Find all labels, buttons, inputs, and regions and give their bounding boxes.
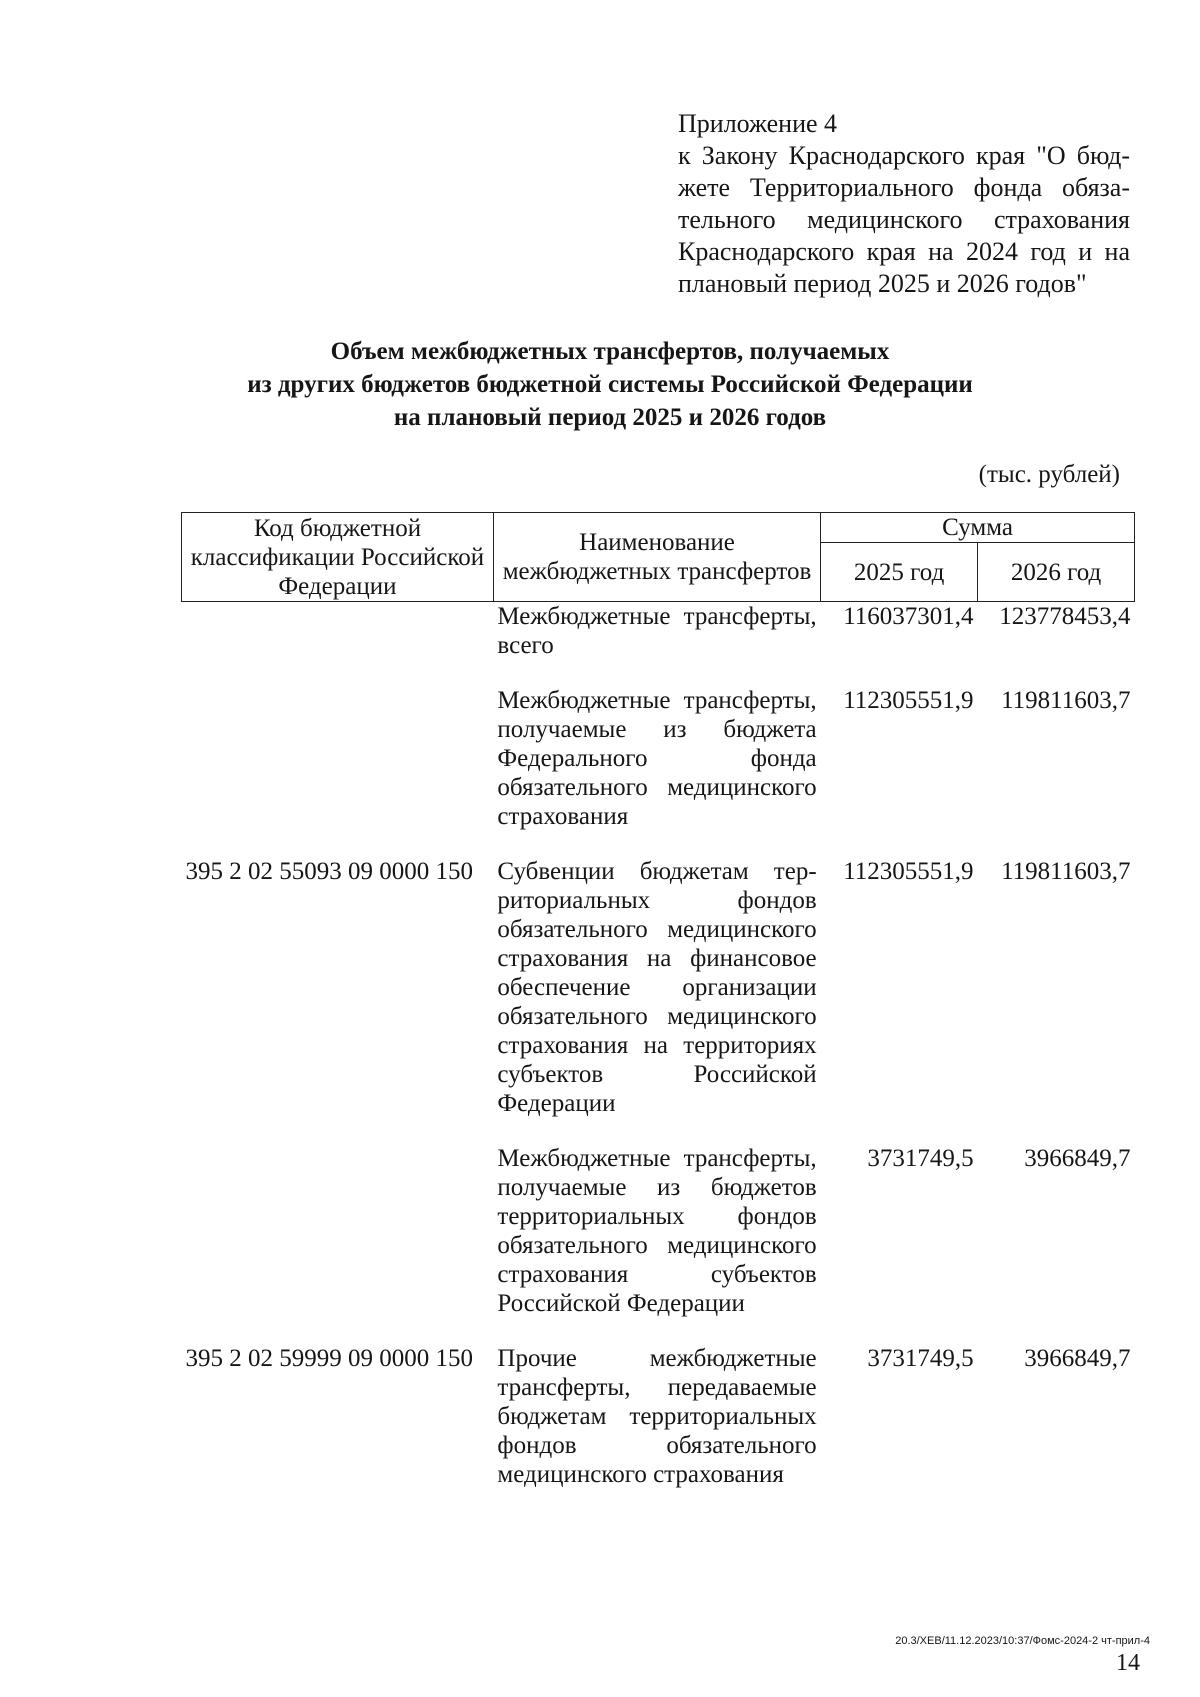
row-value-2025: 116037301,4 (843, 603, 974, 630)
table-row (182, 1144, 1135, 1344)
table-row (182, 1344, 1135, 1489)
row-value-2026: 123778453,4 (999, 603, 1131, 630)
appendix-block (678, 108, 1130, 300)
row-value-2025: 112305551,9 (843, 858, 974, 885)
row-name: Субвенции бюджетам территориальных фондов обязательного медицинского страхования на финансовое обеспечение организации обязательного медицинского страхования на территориях субъектов Российской Федерации (497, 858, 817, 1117)
header-year-2025: 2025 год (821, 543, 978, 602)
transfers-table (181, 512, 1135, 1489)
document-title (150, 335, 1070, 434)
appendix-line: жете Территориального фонда обяза- (678, 173, 1130, 202)
row-code: 395 2 02 59999 09 0000 150 (185, 1345, 473, 1372)
header-name: Наименование межбюджетных трансфертов (493, 513, 820, 602)
row-name: Прочие межбюджетные трансферты, передаваемые бюджетам территориальных фондов обязательного медицинского страхования (497, 1345, 817, 1488)
header-year-2026: 2026 год (978, 543, 1135, 602)
row-name: Межбюджетные трансферты, получаемые из бюджетов территориальных фондов обязательного медицинского страхования субъектов Российской Федерации (497, 1145, 817, 1317)
title-line-2: из других бюджетов бюджетной системы Российской Федерации (247, 371, 973, 398)
appendix-line: Краснодарского края на 2024 год и на (678, 237, 1130, 266)
row-name: Межбюджетные трансферты, получаемые из бюджета Федерального фонда обязательного медицинского страхования (497, 687, 817, 830)
page-number: 14 (1116, 1650, 1140, 1676)
title-line-3: на плановый период 2025 и 2026 годов (393, 404, 827, 431)
unit-label: (тыс. рублей) (978, 461, 1120, 488)
header-code: Код бюджетной классификации Российской Федерации (182, 513, 494, 602)
appendix-line: к Закону Краснодарского края "О бюд- (678, 141, 1130, 170)
row-value-2026: 119811603,7 (1001, 687, 1131, 714)
footer-doc-code: 20.3/ХЕВ/11.12.2023/10:37/Фомс-2024-2 чт-прил-4 (895, 1635, 1150, 1647)
row-value-2026: 3966849,7 (1024, 1145, 1131, 1172)
row-code (182, 1144, 494, 1344)
row-value-2025: 112305551,9 (843, 687, 974, 714)
header-sum: Сумма (821, 513, 1135, 543)
row-code (182, 686, 494, 857)
appendix-line: плановый период 2025 и 2026 годов" (678, 269, 1087, 298)
appendix-line: тельного медицинского страхования (678, 205, 1130, 234)
row-value-2026: 3966849,7 (1024, 1345, 1131, 1372)
row-code: 395 2 02 55093 09 0000 150 (185, 858, 473, 885)
title-line-1: Объем межбюджетных трансфертов, получаемых (330, 338, 890, 365)
row-value-2025: 3731749,5 (867, 1345, 974, 1372)
row-code (182, 602, 494, 687)
appendix-line: Приложение 4 (678, 109, 838, 138)
row-value-2026: 119811603,7 (1001, 858, 1131, 885)
row-name: Межбюджетные трансферты, всего (497, 603, 817, 659)
row-value-2025: 3731749,5 (867, 1145, 974, 1172)
table-row (182, 857, 1135, 1144)
table-row (182, 686, 1135, 857)
table-row (182, 602, 1135, 687)
